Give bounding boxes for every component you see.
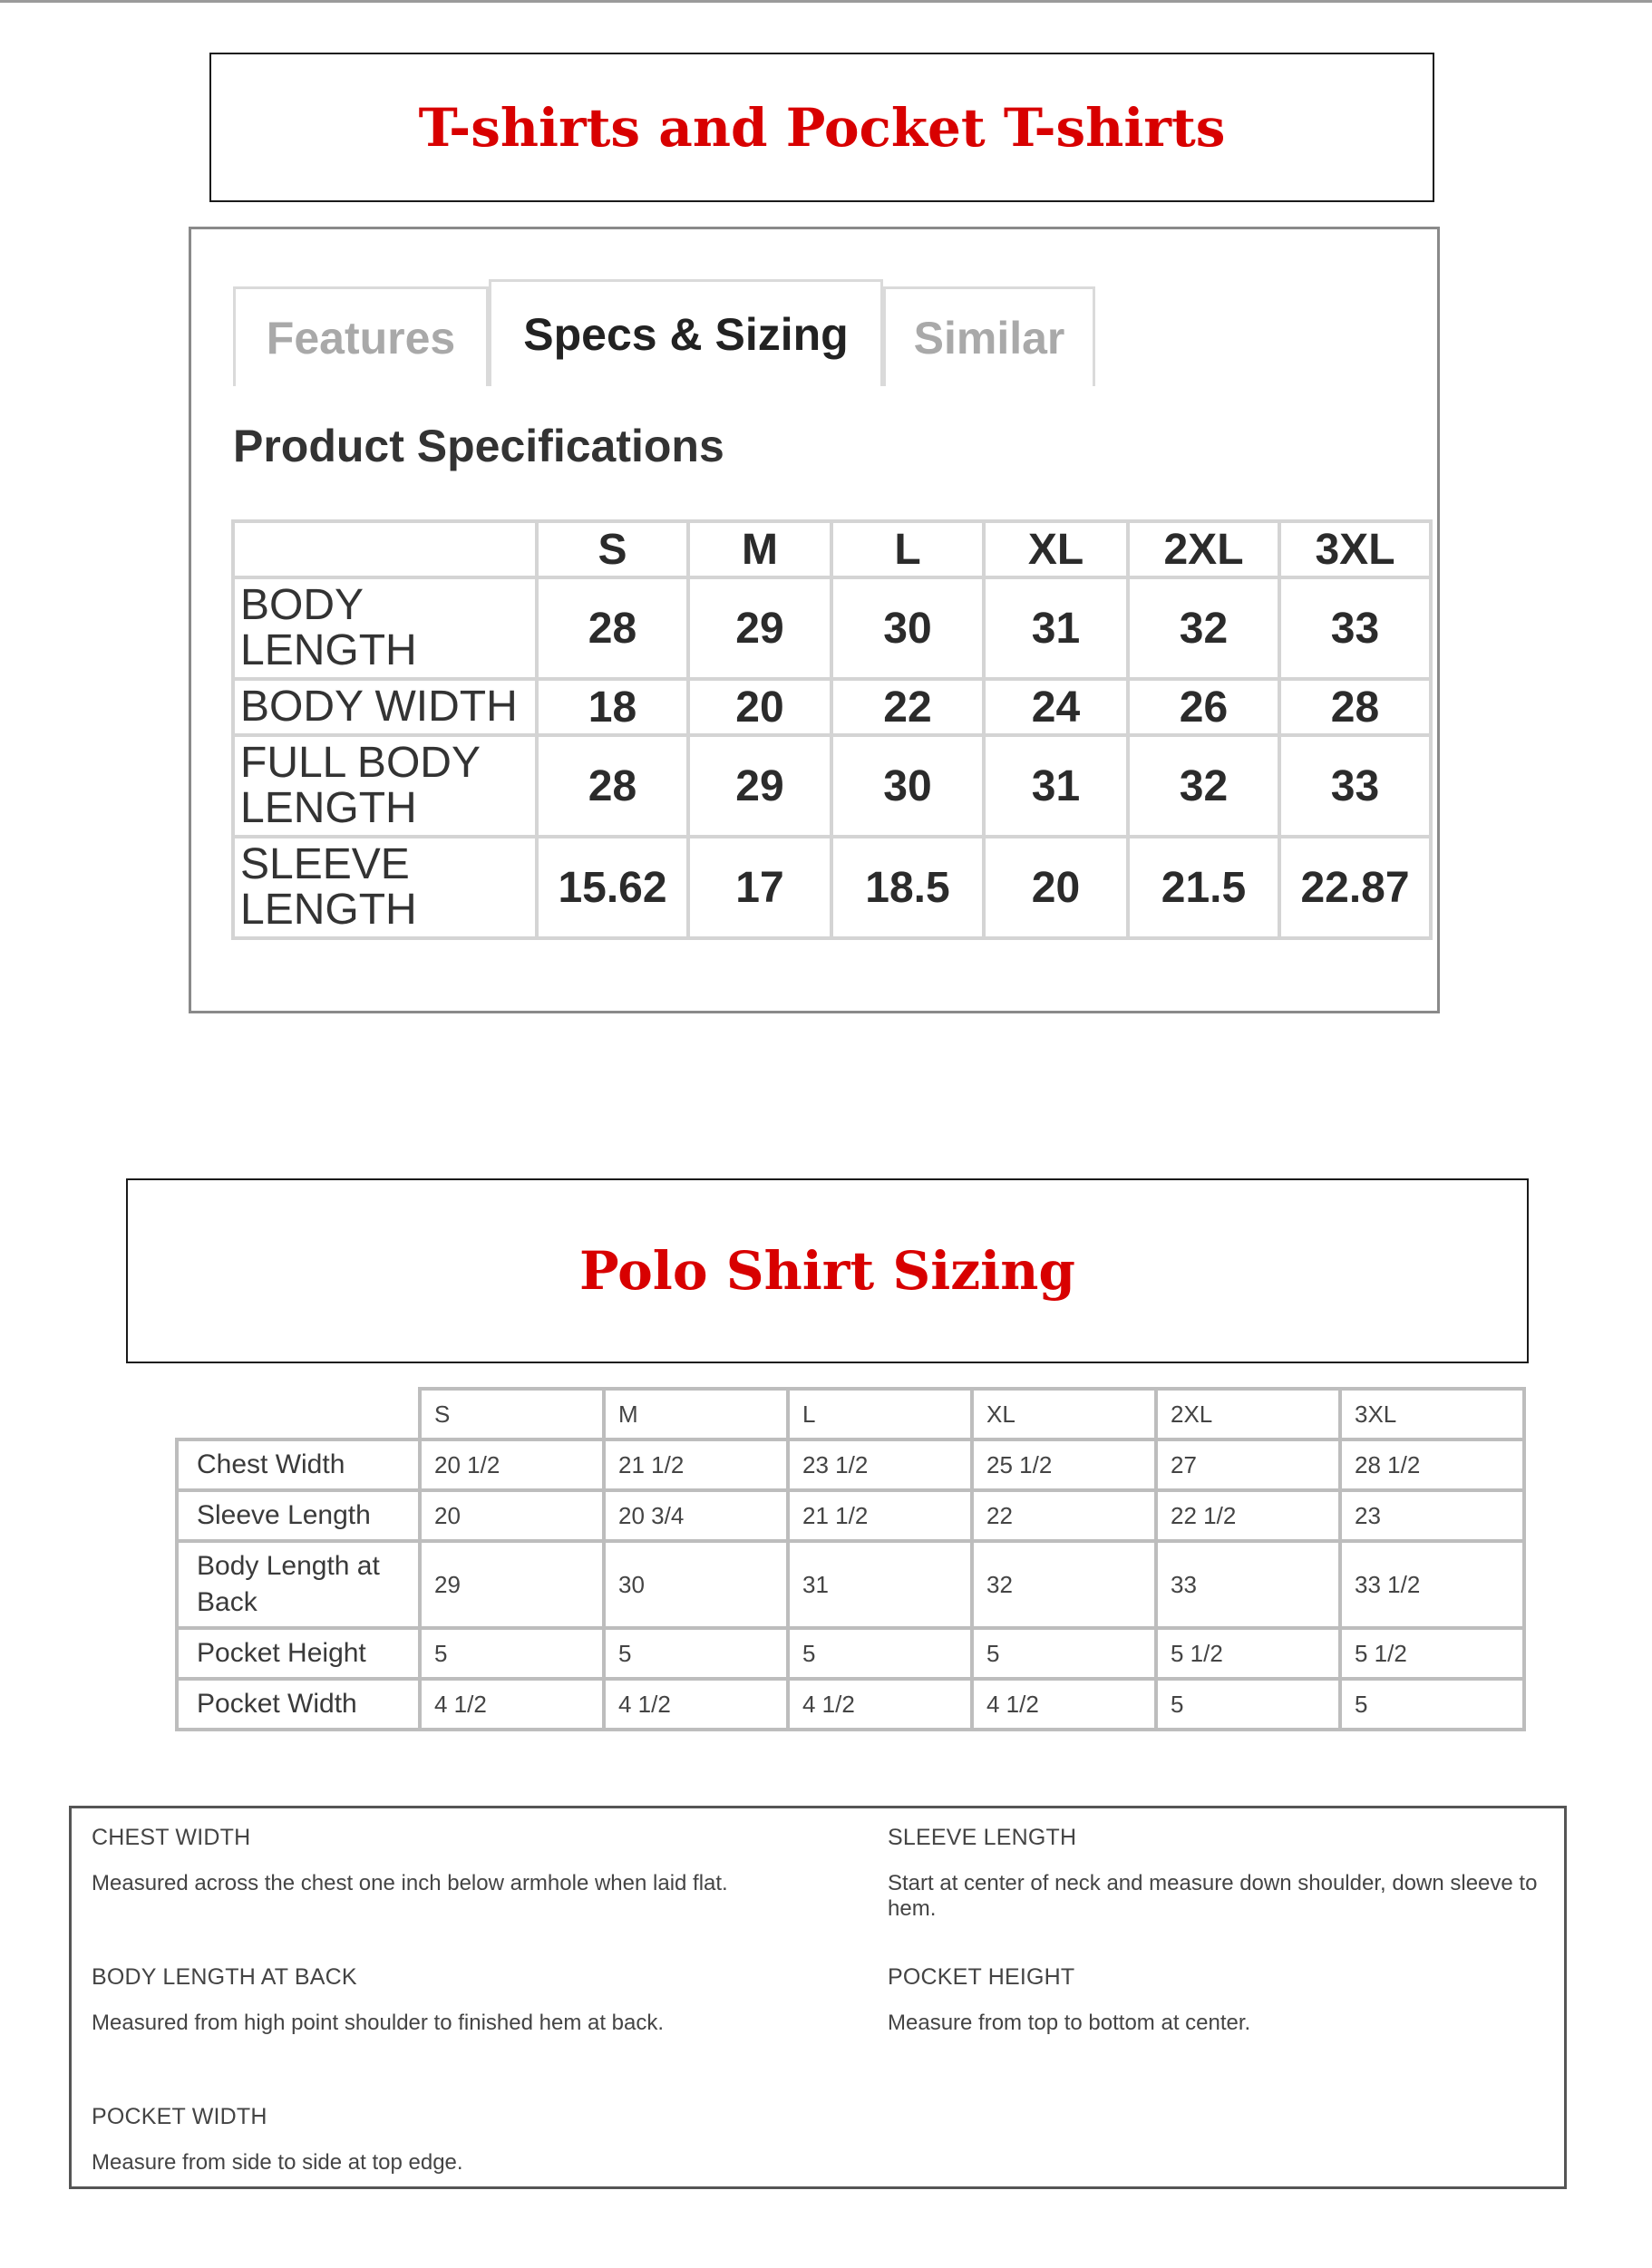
table-cell: 22 1/2 xyxy=(1156,1490,1340,1541)
row-label: BODY LENGTH xyxy=(233,577,537,679)
table-cell: 5 xyxy=(788,1628,972,1679)
size-header: 3XL xyxy=(1340,1389,1524,1439)
table-cell: 29 xyxy=(420,1541,604,1628)
table-cell: 23 xyxy=(1340,1490,1524,1541)
size-header: 2XL xyxy=(1128,521,1279,577)
tab-features[interactable]: Features xyxy=(233,286,489,386)
table-row xyxy=(177,1679,1524,1730)
table-cell: 5 xyxy=(1156,1679,1340,1730)
size-header: 3XL xyxy=(1279,521,1431,577)
table-cell: 29 xyxy=(688,577,831,679)
table-cell: 24 xyxy=(984,679,1128,735)
table-cell: 20 xyxy=(688,679,831,735)
table-cell: 30 xyxy=(604,1541,788,1628)
definition-pocket-width xyxy=(92,2104,463,2176)
table-row xyxy=(233,837,1431,938)
tshirt-size-table xyxy=(231,519,1433,940)
table-cell: 31 xyxy=(984,735,1128,837)
definition-term: BODY LENGTH AT BACK xyxy=(92,1964,357,1990)
product-specifications-heading: Product Specifications xyxy=(233,421,724,471)
table-cell: 17 xyxy=(688,837,831,938)
row-label: Sleeve Length xyxy=(177,1490,420,1541)
table-cell: 33 1/2 xyxy=(1340,1541,1524,1628)
corner-cell xyxy=(177,1389,420,1439)
size-header: M xyxy=(688,521,831,577)
size-header: M xyxy=(604,1389,788,1439)
definition-text: Measured from high point shoulder to finished hem at back. xyxy=(92,2011,665,2035)
table-cell: 22 xyxy=(831,679,984,735)
table-row xyxy=(177,1439,1524,1490)
table-cell: 5 xyxy=(420,1628,604,1679)
row-label: Chest Width xyxy=(177,1439,420,1490)
definition-text: Measure from top to bottom at center. xyxy=(888,2011,1251,2035)
definition-text: Measured across the chest one inch below armhole when laid flat. xyxy=(92,1871,728,1895)
table-cell: 33 xyxy=(1279,577,1431,679)
row-label: BODY WIDTH xyxy=(233,679,537,735)
table-cell: 4 1/2 xyxy=(972,1679,1156,1730)
definition-body-length-at-back xyxy=(92,1964,664,2036)
row-label: Pocket Width xyxy=(177,1679,420,1730)
tshirt-section-title: T-shirts and Pocket T-shirts xyxy=(209,53,1434,202)
table-cell: 30 xyxy=(831,577,984,679)
table-cell: 20 3/4 xyxy=(604,1490,788,1541)
table-cell: 4 1/2 xyxy=(788,1679,972,1730)
table-row xyxy=(177,1541,1524,1628)
definition-text: Start at center of neck and measure down shoulder, down sleeve to hem. xyxy=(888,1871,1538,1921)
table-cell: 15.62 xyxy=(537,837,688,938)
table-header-row xyxy=(233,521,1431,577)
table-cell: 28 xyxy=(537,577,688,679)
table-cell: 20 1/2 xyxy=(420,1439,604,1490)
size-header: XL xyxy=(984,521,1128,577)
table-cell: 32 xyxy=(972,1541,1156,1628)
tab-similar[interactable]: Similar xyxy=(883,286,1095,386)
table-cell: 29 xyxy=(688,735,831,837)
definition-text: Measure from side to side at top edge. xyxy=(92,2150,463,2175)
table-cell: 28 1/2 xyxy=(1340,1439,1524,1490)
table-cell: 28 xyxy=(1279,679,1431,735)
table-header-row xyxy=(177,1389,1524,1439)
definition-term: SLEEVE LENGTH xyxy=(888,1825,1077,1850)
table-row xyxy=(233,679,1431,735)
table-cell: 22 xyxy=(972,1490,1156,1541)
table-cell: 20 xyxy=(420,1490,604,1541)
table-cell: 26 xyxy=(1128,679,1279,735)
definition-pocket-height xyxy=(888,1964,1250,2036)
table-cell: 21 1/2 xyxy=(604,1439,788,1490)
table-cell: 18 xyxy=(537,679,688,735)
table-cell: 21 1/2 xyxy=(788,1490,972,1541)
table-cell: 21.5 xyxy=(1128,837,1279,938)
table-cell: 20 xyxy=(984,837,1128,938)
definition-term: POCKET HEIGHT xyxy=(888,1964,1075,1990)
table-cell: 33 xyxy=(1279,735,1431,837)
table-cell: 33 xyxy=(1156,1541,1340,1628)
table-cell: 4 1/2 xyxy=(604,1679,788,1730)
measurement-definitions-box xyxy=(69,1806,1567,2189)
table-cell: 31 xyxy=(788,1541,972,1628)
polo-section-title: Polo Shirt Sizing xyxy=(126,1178,1529,1363)
table-cell: 25 1/2 xyxy=(972,1439,1156,1490)
table-cell: 22.87 xyxy=(1279,837,1431,938)
table-row xyxy=(177,1490,1524,1541)
table-cell: 32 xyxy=(1128,577,1279,679)
size-header: S xyxy=(537,521,688,577)
table-row xyxy=(233,735,1431,837)
size-header: L xyxy=(831,521,984,577)
polo-size-table xyxy=(175,1387,1526,1731)
corner-cell xyxy=(233,521,537,577)
definition-term: CHEST WIDTH xyxy=(92,1825,251,1850)
size-header: L xyxy=(788,1389,972,1439)
definition-term: POCKET WIDTH xyxy=(92,2104,267,2129)
product-specs-card xyxy=(189,227,1440,1013)
table-cell: 4 1/2 xyxy=(420,1679,604,1730)
table-row xyxy=(233,577,1431,679)
table-cell: 23 1/2 xyxy=(788,1439,972,1490)
definition-chest-width xyxy=(92,1825,728,1896)
row-label: Body Length at Back xyxy=(177,1541,420,1628)
table-cell: 5 xyxy=(972,1628,1156,1679)
top-divider-line xyxy=(0,0,1652,3)
table-cell: 5 xyxy=(1340,1679,1524,1730)
table-cell: 5 1/2 xyxy=(1340,1628,1524,1679)
table-cell: 31 xyxy=(984,577,1128,679)
table-cell: 30 xyxy=(831,735,984,837)
size-header: XL xyxy=(972,1389,1156,1439)
row-label: Pocket Height xyxy=(177,1628,420,1679)
row-label: SLEEVE LENGTH xyxy=(233,837,537,938)
size-header: 2XL xyxy=(1156,1389,1340,1439)
table-cell: 5 1/2 xyxy=(1156,1628,1340,1679)
row-label: FULL BODY LENGTH xyxy=(233,735,537,837)
table-cell: 5 xyxy=(604,1628,788,1679)
definition-sleeve-length xyxy=(888,1825,1564,1922)
table-cell: 27 xyxy=(1156,1439,1340,1490)
table-cell: 32 xyxy=(1128,735,1279,837)
tab-specs-sizing[interactable]: Specs & Sizing xyxy=(489,279,883,386)
table-row xyxy=(177,1628,1524,1679)
size-header: S xyxy=(420,1389,604,1439)
table-cell: 28 xyxy=(537,735,688,837)
table-cell: 18.5 xyxy=(831,837,984,938)
